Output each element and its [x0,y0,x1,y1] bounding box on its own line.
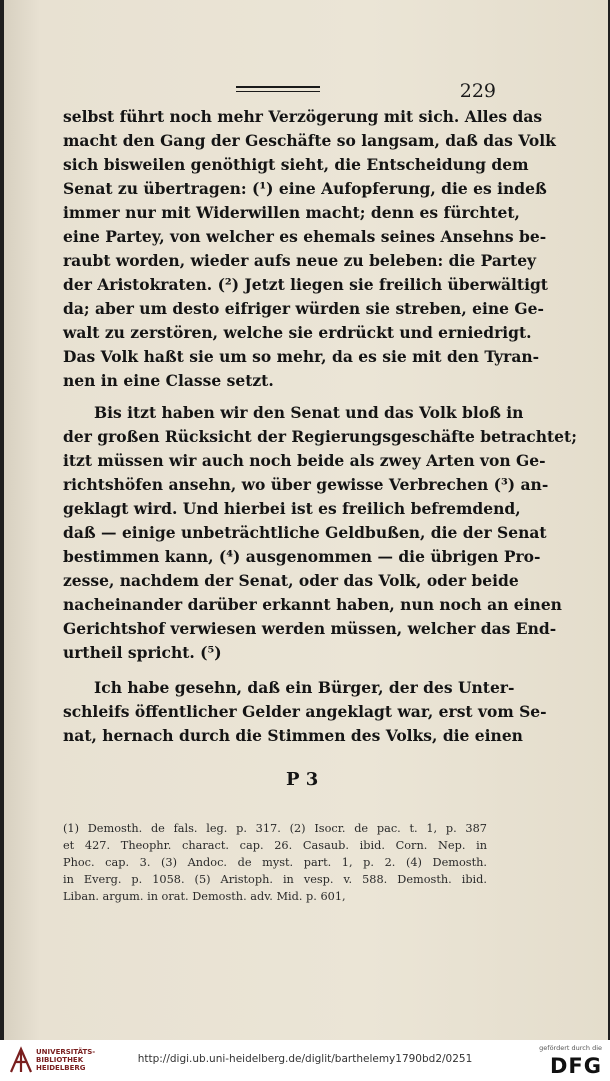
text-line: urtheil spricht. (⁵) [63,643,222,662]
footnote-line: Phoc. cap. 3. (3) Andoc. de myst. part. 1, p. 2. (4) Demosth. [63,856,487,869]
dfg-logo: DFG [549,1054,602,1078]
text-line: macht den Gang der Geschäfte so langsam, daß das Volk [63,131,556,150]
footnote-line: (1) Demosth. de fals. leg. p. 317. (2) Isocr. de pac. t. 1, p. 387 [63,822,487,835]
text-line: geklagt wird. Und hierbei ist es freilich befremdend, [63,499,521,518]
text-line: bestimmen kann, (⁴) ausgenommen — die übrigen Pro- [63,547,541,566]
library-name-line: BIBLIOTHEK [36,1056,84,1064]
text-line: selbst führt noch mehr Verzögerung mit sich. Alles das [63,107,543,126]
page-number: 229 [459,80,496,102]
text-line: der großen Rücksicht der Regierungsgeschäfte betrachtet; [63,427,577,446]
text-line: zesse, nachdem der Senat, oder das Volk, oder beide [63,571,519,590]
text-line: Bis itzt haben wir den Senat und das Volk bloß in [94,403,524,422]
viewer-footer [0,1040,610,1081]
sponsor-note: gefördert durch die [539,1044,602,1052]
text-line: nat, hernach durch die Stimmen des Volks, die einen [63,726,523,745]
text-line: itzt müssen wir auch noch beide als zwey Arten von Ge- [63,451,546,470]
text-line: der Aristokraten. (²) Jetzt liegen sie freilich überwältigt [63,275,548,294]
text-line: richtshöfen ansehn, wo über gewisse Verbrechen (³) an- [63,475,549,494]
text-line: eine Partey, von welcher es ehemals seines Ansehns be- [63,227,547,246]
text-line: schleifs öffentlicher Gelder angeklagt war, erst vom Se- [63,702,547,721]
text-line: sich bisweilen genöthigt sieht, die Entscheidung dem [63,155,529,174]
text-line: nen in eine Classe setzt. [63,371,274,390]
text-line: immer nur mit Widerwillen macht; denn es fürchtet, [63,203,520,222]
footnote-line: in Everg. p. 1058. (5) Aristoph. in vesp. v. 588. Demosth. ibid. [63,873,487,886]
text-line: da; aber um desto eifriger würden sie streben, eine Ge- [63,299,544,318]
permalink-url[interactable]: http://digi.ub.uni-heidelberg.de/diglit/barthelemy1790bd2/0251 [137,1053,473,1065]
text-line: nacheinander darüber erkannt haben, nun noch an einen [63,595,562,614]
library-name-line: UNIVERSITÄTS- [36,1048,96,1056]
header-rule [236,86,320,92]
text-line: Senat zu übertragen: (¹) eine Aufopferung, die es indeß [63,179,547,198]
text-line: walt zu zerstören, welche sie erdrückt und erniedrigt. [63,323,532,342]
signature-mark: P 3 [286,769,319,790]
footnote-line: Liban. argum. in orat. Demosth. adv. Mid. p. 601, [63,890,346,903]
text-line: daß — einige unbeträchtliche Geldbußen, die der Senat [63,523,547,542]
text-line: raubt worden, wieder aufs neue zu beleben: die Partey [63,251,537,270]
footnote-line: et 427. Theophr. charact. cap. 26. Casaub. ibid. Corn. Nep. in [63,839,487,852]
text-line: Gerichtshof verwiesen werden müssen, welcher das End- [63,619,557,638]
text-line: Das Volk haßt sie um so mehr, da es sie mit den Tyran- [63,347,540,366]
text-line: Ich habe gesehn, daß ein Bürger, der des Unter- [94,678,515,697]
book-page [4,0,608,1040]
library-name-line: HEIDELBERG [36,1064,86,1072]
